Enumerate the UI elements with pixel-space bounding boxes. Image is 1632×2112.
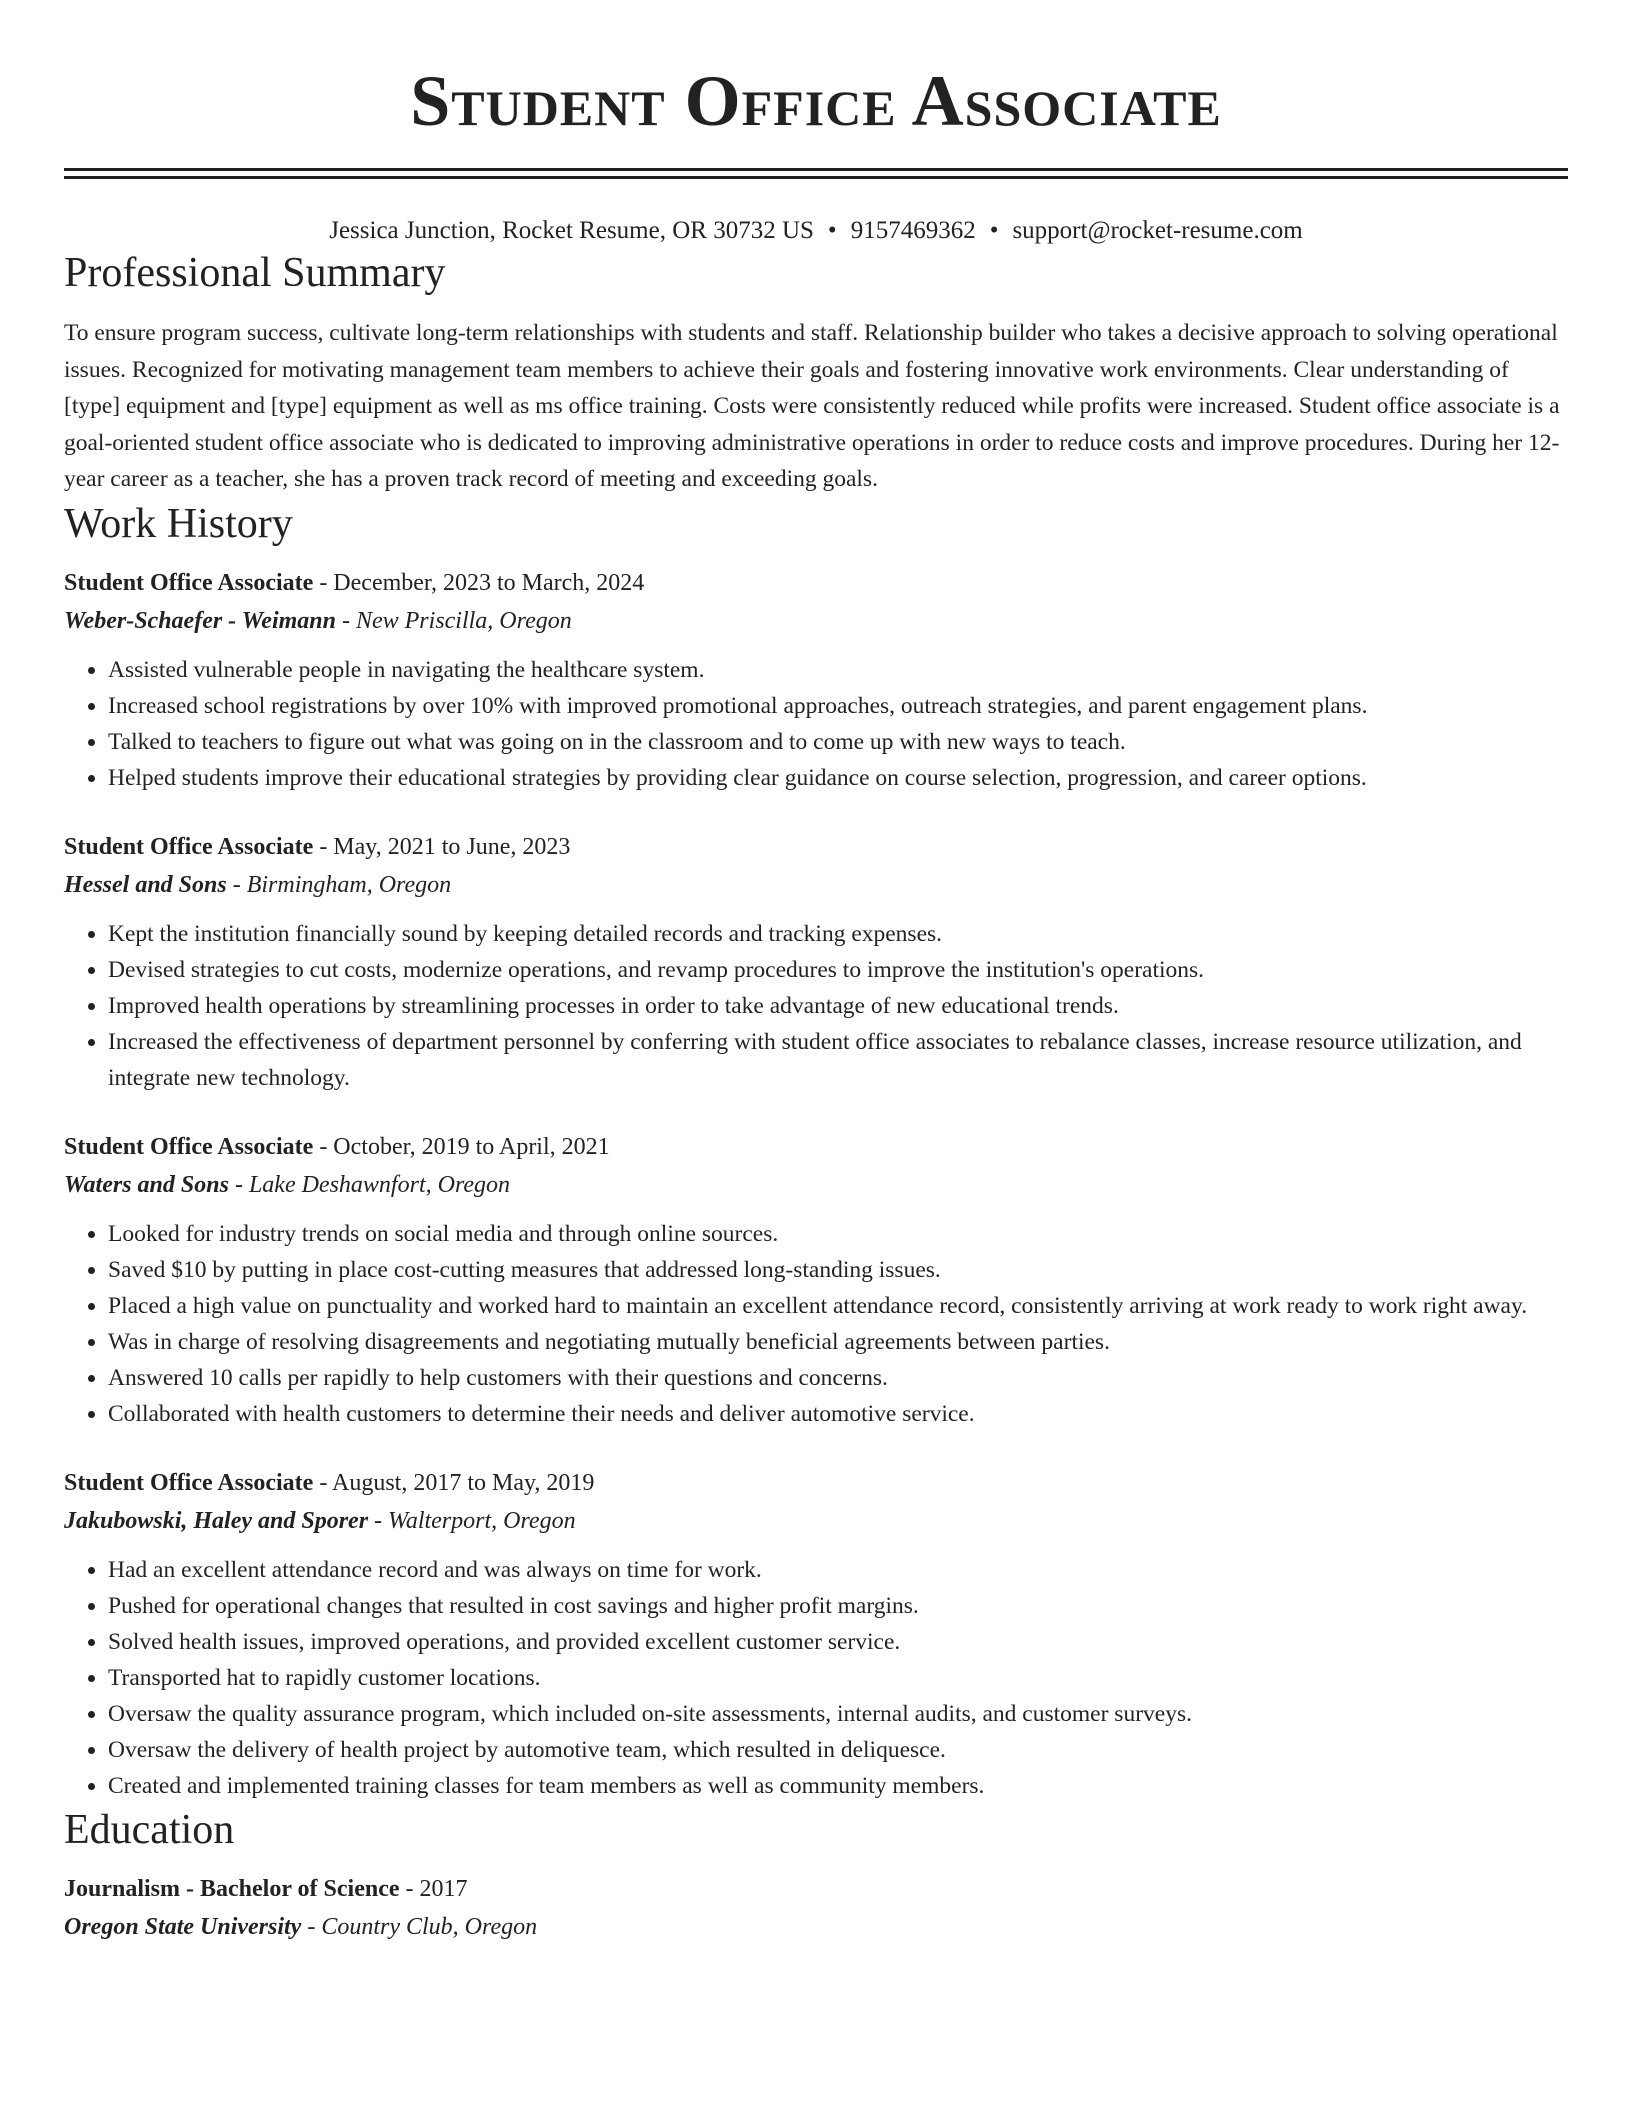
list-item: • Improved health operations by streamlining processes in order to take advantage of new educational trends.: [108, 988, 1568, 1024]
job-role: Student Office Associate: [64, 1133, 314, 1160]
list-item: • Transported hat to rapidly customer locations.: [108, 1660, 1568, 1696]
contact-separator: •: [827, 217, 837, 244]
job-role: Student Office Associate: [64, 1469, 314, 1496]
education-location: - Country Club, Oregon: [301, 1913, 538, 1940]
contact-line: [64, 215, 1568, 247]
job-role: Student Office Associate: [64, 569, 314, 596]
job-header: [64, 828, 1568, 866]
list-item: • Pushed for operational changes that resulted in cost savings and higher profit margins.: [108, 1588, 1568, 1624]
list-item: • Placed a high value on punctuality and worked hard to maintain an excellent attendance record, consistently arriving at work ready to work right away.: [108, 1288, 1568, 1324]
list-item: • Helped students improve their educational strategies by providing clear guidance on course selection, progression, and career options.: [108, 760, 1568, 796]
job-company: Hessel and Sons: [64, 871, 227, 898]
job-company: Weber-Schaefer - Weimann: [64, 607, 336, 634]
contact-email: support@rocket-resume.com: [1012, 217, 1303, 244]
list-item: • Had an excellent attendance record and was always on time for work.: [108, 1552, 1568, 1588]
education-degree: Journalism - Bachelor of Science: [64, 1875, 400, 1902]
list-item: • Oversaw the delivery of health project by automotive team, which resulted in deliquesce.: [108, 1732, 1568, 1768]
job-role: Student Office Associate: [64, 833, 314, 860]
summary-text: To ensure program success, cultivate long-term relationships with students and staff. Relationship builder who takes a decisive approach to solving operational issues. Recognized for motivating management team members to achieve their goals and fostering innovative work environments. Clear understanding of [type] equipment and [type] equipment as well as ms office training. Costs were consistently reduced while profits were increased. Student office associate is a goal-oriented student office associate who is dedicated to improving administrative operations in order to reduce costs and improve procedures. During her 12-year career as a teacher, she has a proven track record of meeting and exceeding goals.: [64, 320, 1560, 492]
contact-phone: 9157469362: [850, 217, 976, 244]
contact-address: Jessica Junction, Rocket Resume, OR 30732 US: [329, 217, 814, 244]
job-company: Waters and Sons: [64, 1171, 229, 1198]
job-entry: [64, 564, 1568, 796]
job-employer: [64, 1502, 1568, 1540]
job-bullet-list: [64, 1552, 1568, 1804]
job-dates: - May, 2021 to June, 2023: [313, 833, 571, 860]
list-item: • Saved $10 by putting in place cost-cutting measures that addressed long-standing issues.: [108, 1252, 1568, 1288]
list-item: • Looked for industry trends on social media and through online sources.: [108, 1216, 1568, 1252]
list-item: • Collaborated with health customers to determine their needs and deliver automotive service.: [108, 1396, 1568, 1432]
work-history-heading: Work History: [64, 500, 293, 547]
job-entry: [64, 828, 1568, 1096]
list-item: • Assisted vulnerable people in navigating the healthcare system.: [108, 652, 1568, 688]
job-bullet-list: [64, 916, 1568, 1096]
list-item: • Increased the effectiveness of department personnel by conferring with student office associates to rebalance classes, increase resource utilization, and integrate new technology.: [108, 1024, 1568, 1096]
job-employer: [64, 602, 1568, 640]
job-employer: [64, 866, 1568, 904]
job-dates: - December, 2023 to March, 2024: [313, 569, 645, 596]
list-item: • Solved health issues, improved operations, and provided excellent customer service.: [108, 1624, 1568, 1660]
list-item: • Answered 10 calls per rapidly to help customers with their questions and concerns.: [108, 1360, 1568, 1396]
job-dates: - October, 2019 to April, 2021: [313, 1133, 610, 1160]
job-bullet-list: [64, 652, 1568, 796]
job-location: - Walterport, Oregon: [368, 1507, 576, 1534]
job-bullet-list: [64, 1216, 1568, 1432]
list-item: • Was in charge of resolving disagreements and negotiating mutually beneficial agreements between parties.: [108, 1324, 1568, 1360]
job-entry: [64, 1464, 1568, 1804]
education-institution: [64, 1908, 1568, 1946]
list-item: • Increased school registrations by over 10% with improved promotional approaches, outreach strategies, and parent engagement plans.: [108, 688, 1568, 724]
job-header: [64, 564, 1568, 602]
job-employer: [64, 1166, 1568, 1204]
job-entry: [64, 1128, 1568, 1432]
list-item: • Oversaw the quality assurance program, which included on-site assessments, internal audits, and customer surveys.: [108, 1696, 1568, 1732]
list-item: • Talked to teachers to figure out what was going on in the classroom and to come up with new ways to teach.: [108, 724, 1568, 760]
summary-heading: Professional Summary: [64, 250, 446, 296]
job-company: Jakubowski, Haley and Sporer: [64, 1507, 369, 1534]
job-header: [64, 1464, 1568, 1502]
contact-separator: •: [989, 217, 999, 244]
education-school: Oregon State University: [64, 1913, 302, 1940]
job-location: - Birmingham, Oregon: [226, 871, 452, 898]
list-item: • Devised strategies to cut costs, modernize operations, and revamp procedures to improve the institution's operations.: [108, 952, 1568, 988]
education-year: - 2017: [399, 1875, 468, 1902]
education-header: [64, 1870, 1568, 1908]
job-dates: - August, 2017 to May, 2019: [313, 1469, 595, 1496]
list-item: • Created and implemented training classes for team members as well as community members.: [108, 1768, 1568, 1804]
page-title: Student Office Associate: [410, 61, 1222, 141]
job-location: - New Priscilla, Oregon: [335, 607, 572, 634]
list-item: • Kept the institution financially sound by keeping detailed records and tracking expenses.: [108, 916, 1568, 952]
job-header: [64, 1128, 1568, 1166]
education-heading: Education: [64, 1806, 235, 1853]
title-divider: [64, 168, 1568, 179]
job-location: - Lake Deshawnfort, Oregon: [228, 1171, 511, 1198]
